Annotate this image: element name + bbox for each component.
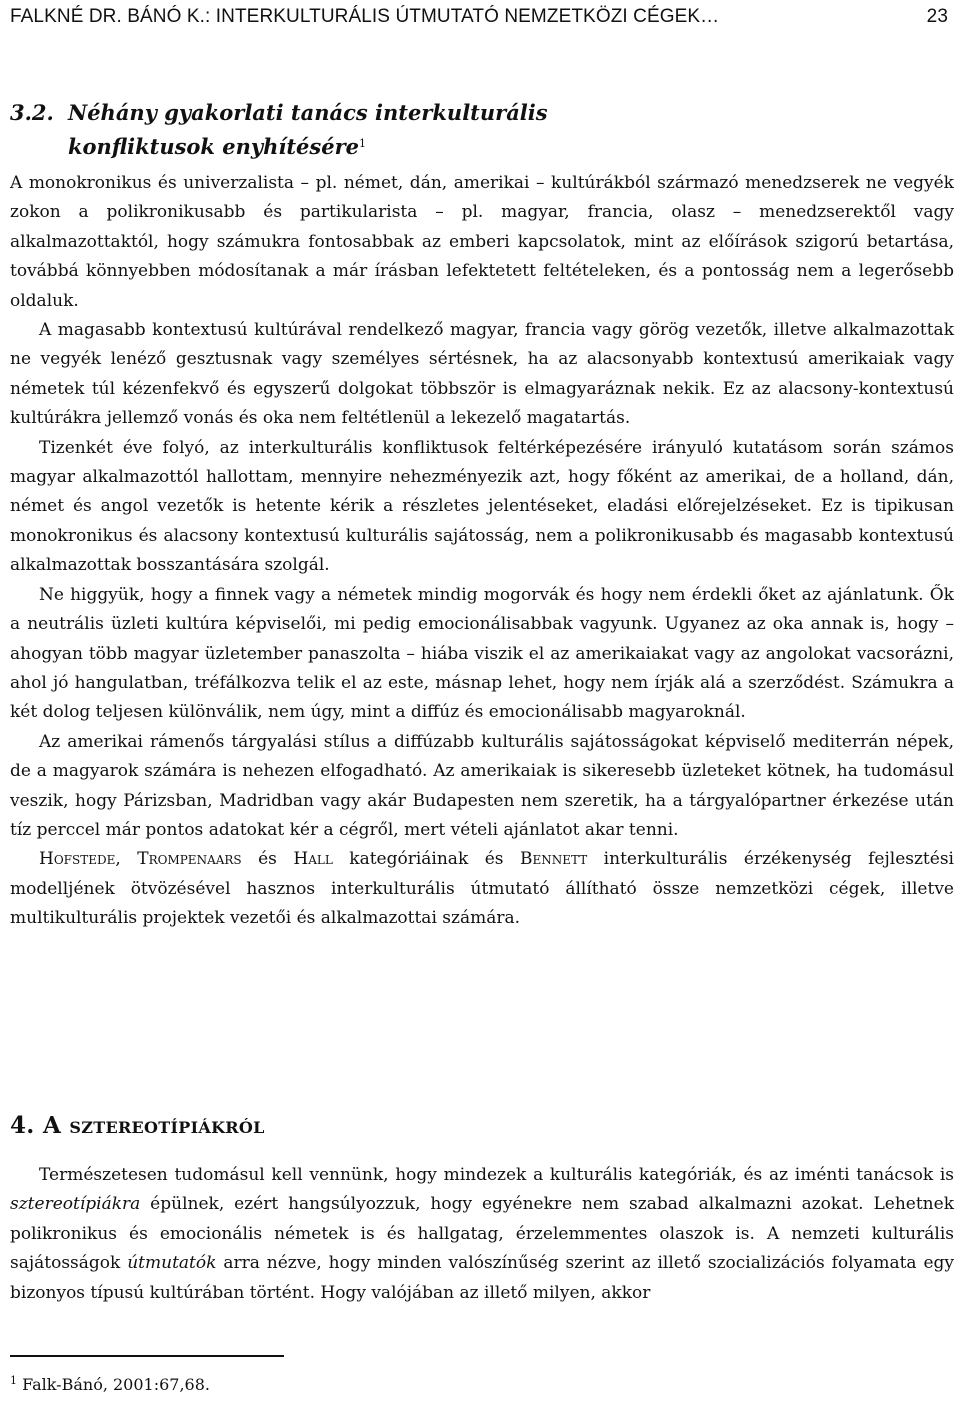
chapter-body [10, 1161, 954, 1308]
author-name-hofstede: Hofstede [39, 849, 116, 870]
section-title-line1: Néhány gyakorlati tanács interkulturális [68, 100, 548, 125]
paragraph-3: Tizenkét éve folyó, az interkulturális konfliktusok feltérképezésére irányuló kutatásom során számos magyar alkalmazottól hallottam, mennyire nehezményezik azt, hogy főként az amerikai, de a holland, dán, német és angol vezetők is hetente kérik a részletes jelentéseket, eladási előrejelzéseket. Ez is tipikusan monokronikus és alacsony kontextusú kulturális sajátosság, nem a polikronikusabb és magasabb kontextusú alkalmazottak bosszantására szolgál. [10, 437, 954, 576]
footnote [10, 1374, 210, 1394]
paragraph-6-mid: kategóriáinak és [332, 849, 520, 870]
paragraph-final [10, 1161, 954, 1308]
separator: , [115, 849, 138, 870]
final-text-part3: arra nézve, hogy minden valószínűség szerint az illető szocializációs folyamata egy bizonyos típusú kultúrában történt. Hogy valójában az illető milyen, akkor [10, 1253, 954, 1303]
paragraph-2: A magasabb kontextusú kultúrával rendelkező magyar, francia vagy görög vezetők, illetve alkalmazottak ne vegyék lenéző gesztusnak vagy személyes sértésnek, ha az alacsonyabb kontextusú amerikaiak vagy németek túl kézenfekvő és egyszerű dolgokat többször is elmagyaráznak nekik. Ez az alacsony-kontextusú kultúrákra jellemző vonás és oka nem feltétlenül a lekezelő magatartás. [10, 320, 954, 429]
footnote-marker: 1 [10, 1374, 17, 1387]
footnote-text: Falk-Bánó, 2001:67,68. [22, 1375, 210, 1394]
final-text-part2: épülnek, ezért hangsúlyozzuk, hogy egyénekre nem szabad alkalmazni azokat. Lehetnek polikronikus és emocionális németek is és hallgatag, érzelemmentes olaszok is. A nemzeti kulturális sajátosságok [10, 1194, 954, 1274]
separator: és [241, 849, 294, 870]
chapter-heading [10, 1112, 265, 1139]
final-text-part1: Természetesen tudomásul kell vennünk, hogy mindezek a kulturális kategóriák, és az iménti tanácsok is [39, 1165, 954, 1185]
final-italic-sztereotipiakra: sztereotípiákra [10, 1194, 141, 1215]
paragraph-6-rest: interkulturális érzékenység fejlesztési modelljének ötvözésével hasznos interkulturális útmutató állítható össze nemzetközi cégek, illetve multikulturális projektek vezetői és alkalmazottai számára. [10, 849, 954, 929]
section-body [10, 169, 954, 934]
running-header-title: FALKNÉ DR. BÁNÓ K.: INTERKULTURÁLIS ÚTMUTATÓ NEMZETKÖZI CÉGEK… [10, 6, 720, 27]
chapter-title-rest: sztereotípiákról [69, 1112, 265, 1139]
page-number: 23 [926, 6, 948, 27]
section-number: 3.2. [10, 100, 54, 125]
paragraph-5: Az amerikai rámenős tárgyalási stílus a diffúzabb kulturális sajátosságokat képviselő mediterrán népek, de a magyarok számára is nehezen elfogadható. Az amerikaiak is sikeresebb üzleteket kötnek, ha tudomásul veszik, hogy Párizsban, Madridban vagy akár Budapesten nem szeretik, ha a tárgyalópartner érkezése után tíz perccel már pontos adatokat kér a cégről, mert vételi ajánlatot akar tenni. [10, 731, 954, 840]
author-name-trompenaars: Trompenaars [137, 849, 242, 870]
section-heading [10, 97, 954, 162]
author-name-hall: Hall [293, 849, 333, 870]
chapter-title-initial: A [42, 1112, 62, 1139]
chapter-number: 4. [10, 1112, 35, 1139]
section-title-line2: konfliktusok enyhítésére [68, 134, 360, 159]
footnote-rule [10, 1355, 284, 1357]
running-header [10, 6, 950, 36]
paragraph-6 [10, 845, 954, 933]
paragraph-4: Ne higgyük, hogy a finnek vagy a németek mindig mogorvák és hogy nem érdekli őket az ajánlatunk. Ők a neutrális üzleti kultúra képviselői, mi pedig emocionálisabbak vagyunk. Ugyanez az oka annak is, hogy – ahogyan több magyar üzletember panaszolta – hiába viszik el az amerikaiakat vagy az angolokat vacsorázni, ahol jó hangulatban, tréfálkozva telik el az este, másnap lehet, hogy nem írják alá a szerződést. Számukra a két dolog teljesen különválik, nem úgy, mint a diffúz és emocionálisabb magyaroknál. [10, 584, 954, 723]
final-italic-utmutatok: útmutatók [127, 1253, 217, 1274]
paragraph-1: A monokronikus és univerzalista – pl. német, dán, amerikai – kultúrákból származó menedzserek ne vegyék zokon a polikronikusabb és partikularista – pl. magyar, francia, olasz – menedzserektől vagy alkalmazottaktól, hogy számukra fontosabbak az emberi kapcsolatok, mint az előírások szigorú betartása, továbbá könnyebben módosítanak a már írásban lefektetett feltételeken, és a pontosság nem a legerősebb oldaluk. [10, 173, 954, 311]
author-name-bennett: Bennett [519, 849, 588, 870]
footnote-reference[interactable]: 1 [359, 137, 367, 150]
